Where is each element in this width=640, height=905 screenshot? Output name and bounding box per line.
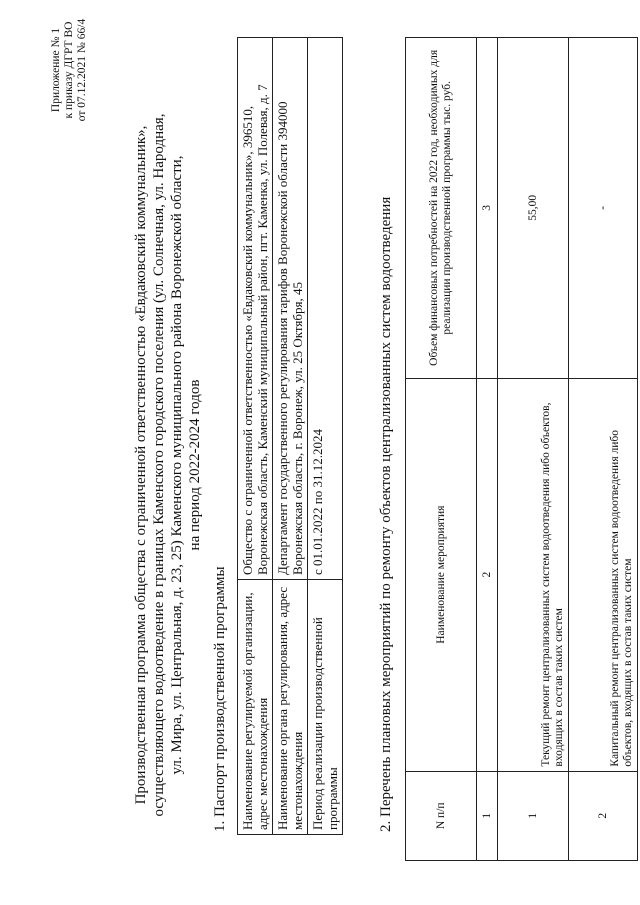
index-cell: 3 [477, 38, 498, 379]
header-num: N п/п [406, 771, 477, 860]
document-title [132, 85, 204, 845]
measures-index-row [477, 38, 498, 861]
header-name: Наименование мероприятия [406, 378, 477, 771]
passport-label: Период реализации производственной программы [308, 580, 343, 835]
section-2-heading: 2. Перечень плановых мероприятий по ремонту объектов централизованных систем водоотведения [378, 196, 394, 832]
appendix-line: к приказу ДГРТ ВО [63, 21, 75, 119]
index-cell: 1 [477, 771, 498, 860]
passport-value: с 01.01.2022 по 31.12.2024 [308, 38, 343, 580]
header-finance: Объем финансовых потребностей на 2022 год, необходимых для реализации производственной программы тыс. руб. [406, 38, 477, 379]
row-name: Текущий ремонт централизованных систем водоотведения либо объектов, входящих в состав таких систем [498, 378, 569, 771]
passport-label: Наименование органа регулирования, адрес местонахождения [273, 580, 308, 835]
passport-value: Общество с ограниченной ответственностью «Евдаковский коммунальник», 396510, Воронежская область, Каменский муниципальный район, пгт. Каменка, ул. Полевая, д. 7 [238, 38, 273, 580]
title-line: Производственная программа общества с ограниченной ответственностью «Евдаковский коммунальник», [133, 125, 149, 805]
section-1-heading: 1. Паспорт производственной программы [212, 566, 228, 832]
row-finance: 55,00 [498, 38, 569, 379]
row-num: 2 [569, 771, 638, 860]
passport-label: Наименование регулируемой организации, адрес местонахождения [238, 580, 273, 835]
index-cell: 2 [477, 378, 498, 771]
measures-table [405, 37, 638, 861]
passport-row [308, 38, 343, 835]
appendix-line: от 07.12.2021 № 66/4 [76, 18, 88, 122]
title-line: ул. Мира, ул. Центральная, д. 23, 25) Каменского муниципального района Воронежской области, [169, 155, 185, 775]
passport-table [237, 37, 343, 835]
row-finance: - [569, 38, 638, 379]
passport-row [238, 38, 273, 835]
appendix-line: Приложение № 1 [50, 27, 62, 113]
title-line: на период 2022-2024 годов [187, 379, 203, 551]
title-line: осуществляющего водоотведение в границах Каменского городского поселения (ул. Солнечная, ул. Народная, [151, 113, 167, 817]
row-name: Капитальный ремонт централизованных систем водоотведения либо объектов, входящих в состав таких систем [569, 378, 638, 771]
passport-row [273, 38, 308, 835]
row-num: 1 [498, 771, 569, 860]
table-row [498, 38, 569, 861]
measures-header-row [406, 38, 477, 861]
appendix-note [50, 15, 89, 125]
table-row [569, 38, 638, 861]
passport-value: Департамент государственного регулирования тарифов Воронежской области 394000 Воронежская область, г. Воронеж, ул. 25 Октября, 45 [273, 38, 308, 580]
